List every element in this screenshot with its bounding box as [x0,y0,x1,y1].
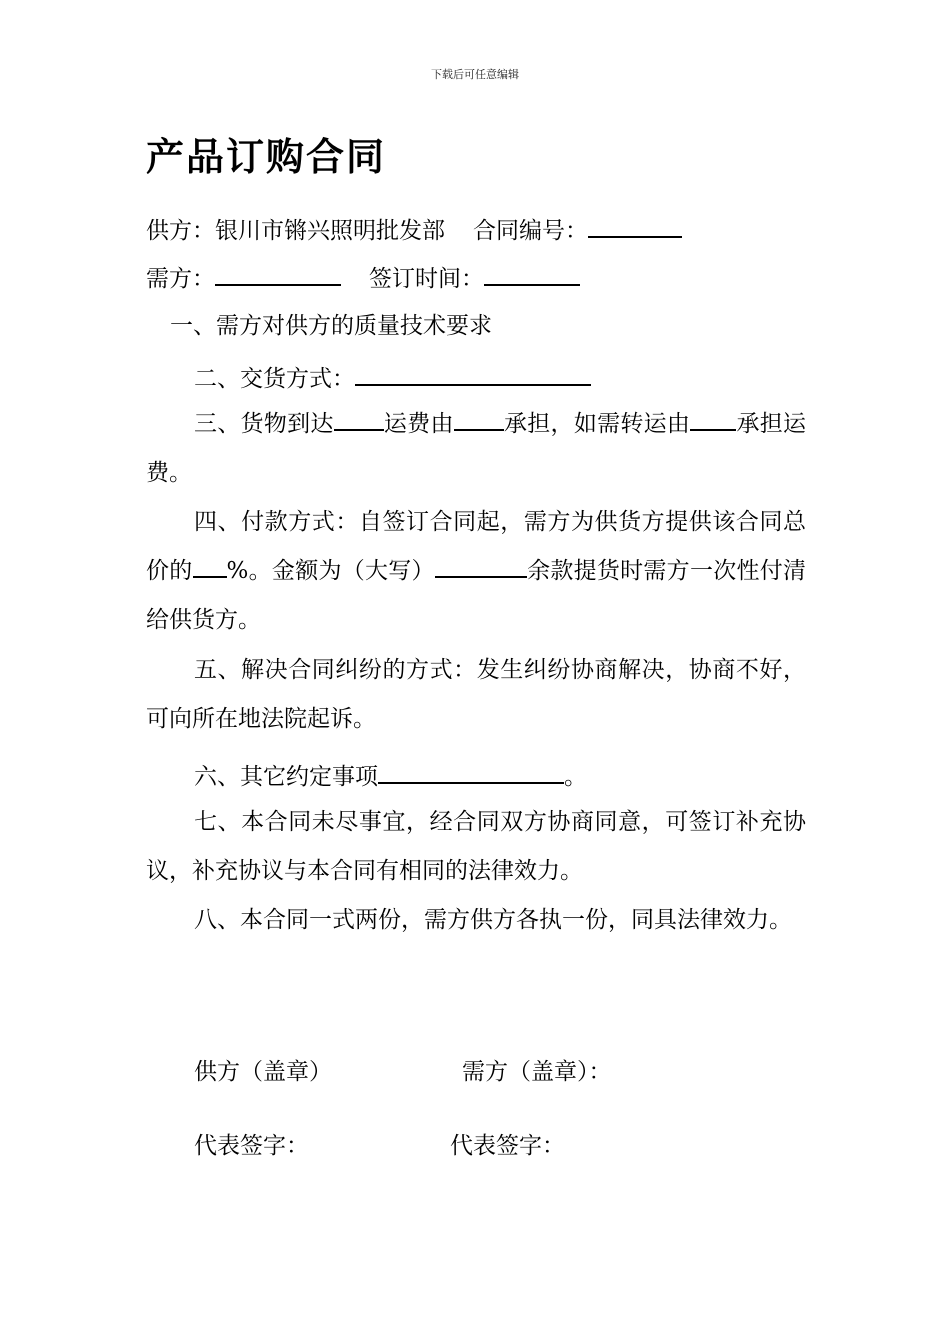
clause-3-part-d: 承担运费。 [146,411,807,486]
clause-6 [194,758,587,793]
clause-2 [194,360,591,395]
clause-7: 七、本合同未尽事宜，经合同双方协商同意，可签订补充协议，补充协议与本合同有相同的法律效力。 [146,809,806,884]
clause-8: 八、本合同一式两份，需方供方各执一份，同具法律效力。 [194,907,792,933]
supplier-seal-label: 供方（盖章） [194,1059,332,1085]
header-note: 下载后可任意编辑 [431,68,519,81]
amount-blank[interactable] [435,552,527,578]
clause-4 [146,498,806,645]
supplier-label: 供方：银川市锵兴照明批发部 [146,218,445,244]
arrival-blank[interactable] [334,405,384,431]
percent-blank[interactable] [193,552,227,578]
clause-1: 一、需方对供方的质量技术要求 [170,313,492,339]
supplier-rep-label: 代表签字： [194,1133,309,1159]
buyer-seal-label: 需方（盖章）： [462,1059,612,1085]
clause-2-label: 二、交货方式： [194,366,355,392]
delivery-method-blank[interactable] [355,360,591,386]
transfer-payer-blank[interactable] [690,405,736,431]
contract-no-blank[interactable] [588,212,682,238]
buyer-label: 需方： [146,266,215,292]
clause-3-part-b: 运费由 [383,411,454,437]
buyer-name-blank[interactable] [215,260,341,286]
buyer-rep-label: 代表签字： [450,1133,565,1159]
clause-6-end: 。 [564,764,587,790]
clause-4-part-a: 四、付款方式：自签订合同起，需方为供货方提供该合同总价的 [146,509,806,584]
page-title: 产品订购合同 [146,134,387,179]
clause-3 [146,400,806,498]
clause-3-part-a: 三、货物到达 [194,411,334,437]
buyer-line [146,260,580,295]
clause-6-label: 六、其它约定事项 [194,764,378,790]
clause-5: 五、解决合同纠纷的方式：发生纠纷协商解决，协商不好，可向所在地法院起诉。 [146,657,806,732]
sign-time-label: 签订时间： [369,266,484,292]
clause-4-part-b: %。金额为（大写） [226,558,435,584]
clause-3-part-c: 承担，如需转运由 [503,411,691,437]
other-matters-blank[interactable] [378,758,564,784]
supplier-line [146,212,682,247]
freight-payer-blank[interactable] [454,405,504,431]
contract-no-label: 合同编号： [473,218,588,244]
clause-4-part-c: 余款提货时需方一次性付清给供货方。 [146,558,807,633]
sign-time-blank[interactable] [484,260,580,286]
